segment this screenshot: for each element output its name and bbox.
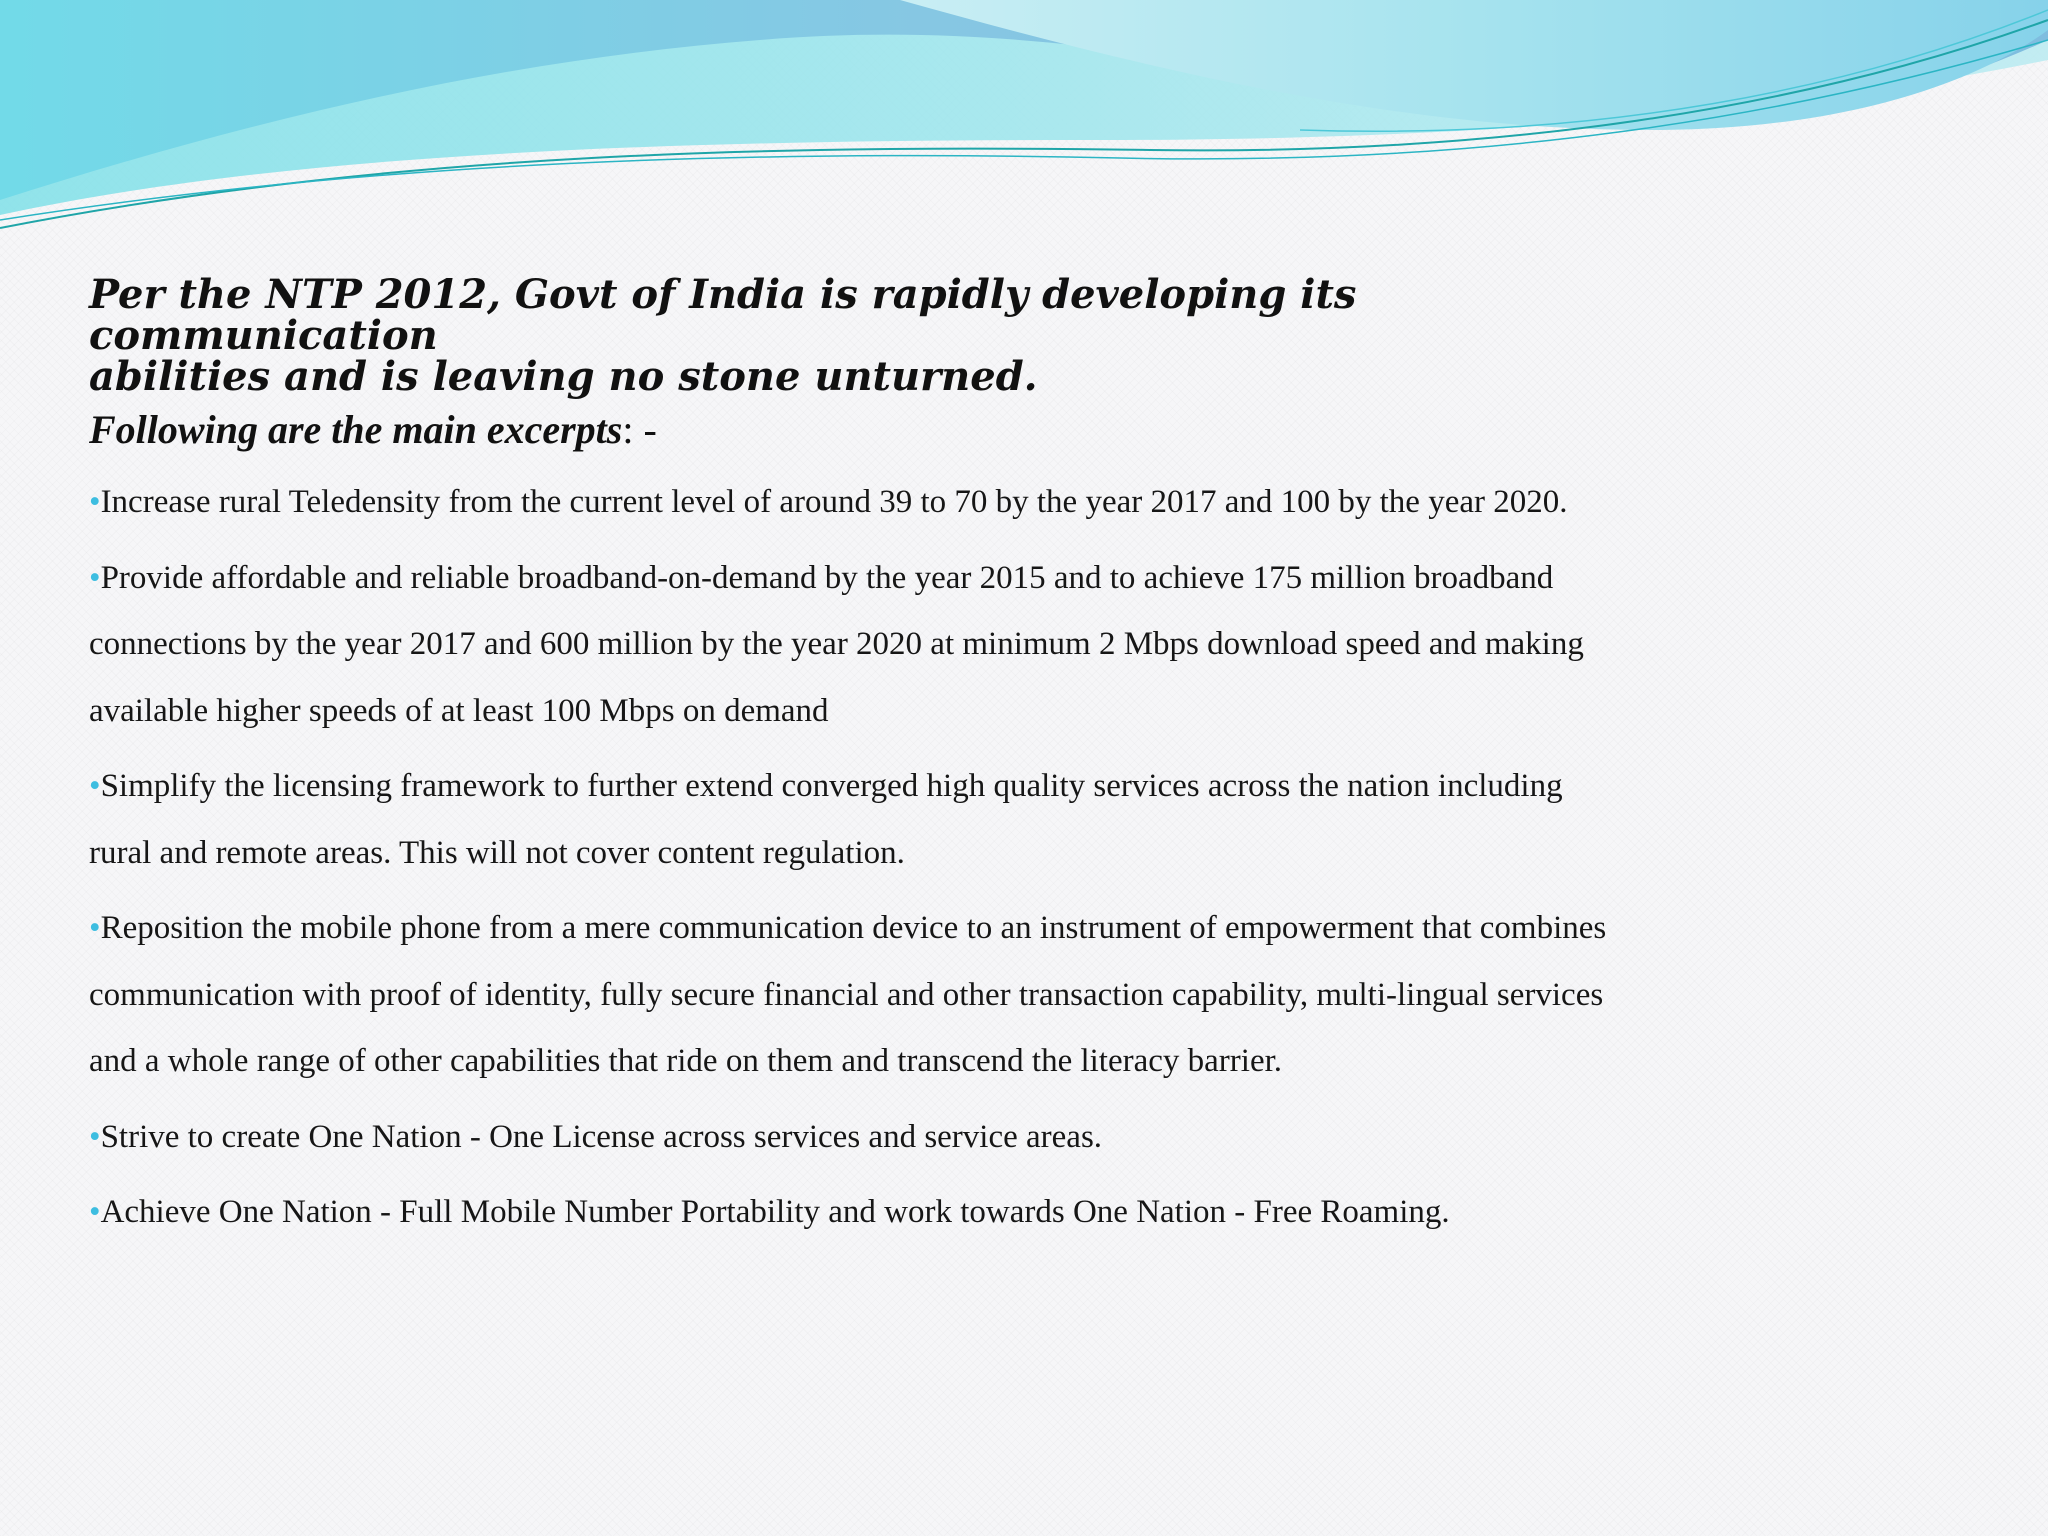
list-item — [89, 1104, 1629, 1171]
bullet-dot-icon: • — [89, 768, 101, 804]
heading-line-2: abilities and is leaving no stone unturned. — [89, 353, 1038, 400]
bullet-text: Reposition the mobile phone from a mere communication device to an instrument of empowerment that combines communication with proof of identity, fully secure financial and other transaction capability, multi-lingual services and a whole range of other capabilities that ride on them and transcend the literacy barrier. — [89, 910, 1607, 1079]
subheading-suffix: : - — [622, 407, 657, 452]
bullet-text: Simplify the licensing framework to further extend converged high quality services across the nation including rural and remote areas. This will not cover content regulation. — [89, 768, 1563, 871]
list-item — [89, 753, 1629, 886]
heading-line-1: Per the NTP 2012, Govt of India is rapidly developing its communication — [89, 271, 1357, 359]
header-wave-decoration — [0, 0, 2048, 240]
bullet-dot-icon: • — [89, 910, 101, 946]
list-item — [89, 545, 1629, 745]
slide-heading — [89, 271, 1629, 400]
bullet-text: Increase rural Teledensity from the current level of around 39 to 70 by the year 2017 and 100 by the year 2020. — [100, 484, 1568, 520]
list-item — [89, 469, 1629, 536]
slide-content — [89, 271, 1629, 1255]
slide-subheading — [89, 407, 1629, 453]
excerpt-list — [89, 469, 1629, 1246]
bullet-dot-icon: • — [89, 1118, 101, 1155]
bullet-text: Achieve One Nation - Full Mobile Number Portability and work towards One Nation - Free Roaming. — [100, 1194, 1450, 1230]
bullet-text: Strive to create One Nation - One License across services and service areas. — [100, 1118, 1103, 1155]
list-item — [89, 895, 1629, 1095]
bullet-dot-icon: • — [89, 484, 101, 520]
bullet-dot-icon: • — [89, 559, 101, 596]
bullet-text: Provide affordable and reliable broadband-on-demand by the year 2015 and to achieve 175 million broadband connections by the year 2017 and 600 million by the year 2020 at minimum 2 Mbps download speed and making available higher speeds of at least 100 Mbps on demand — [89, 559, 1584, 729]
bullet-dot-icon: • — [89, 1194, 101, 1230]
list-item — [89, 1179, 1629, 1246]
subheading-text: Following are the main excerpts — [89, 407, 623, 452]
